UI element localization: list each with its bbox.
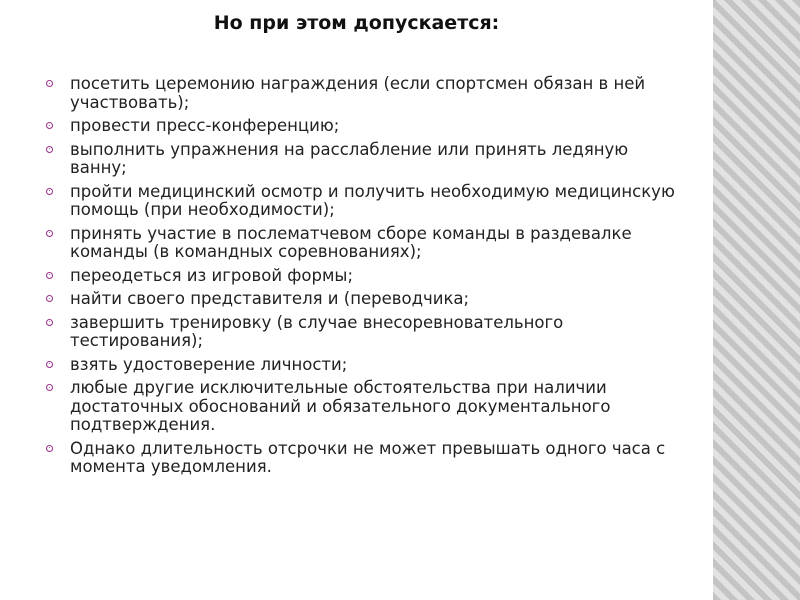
list-item [46, 75, 676, 112]
circle-bullet-icon [46, 319, 53, 326]
list-item-text: переодеться из игровой формы; [70, 265, 353, 285]
list-item [46, 183, 676, 220]
list-item-text: пройти медицинский осмотр и получить необходимую медицинскую помощь (при необходимости); [70, 181, 675, 219]
circle-bullet-icon [46, 80, 53, 87]
list-item [46, 379, 676, 435]
list-item [46, 314, 676, 351]
list-item [46, 117, 676, 136]
list-item [46, 225, 676, 262]
list-item [46, 141, 676, 178]
list-item-text: Однако длительность отсрочки не может превышать одного часа с момента уведомления. [70, 438, 666, 476]
circle-bullet-icon [46, 188, 53, 195]
list-item-text: найти своего представителя и (переводчика; [70, 289, 470, 308]
list-item-text: любые другие исключительные обстоятельства при наличии достаточных обоснований и обязательного документального подтверждения. [70, 378, 611, 434]
list-item-text: выполнить упражнения на расслабление или принять ледяную ванну; [70, 139, 629, 177]
list-item-text: посетить церемонию награждения (если спортсмен обязан в ней участвовать); [70, 74, 646, 112]
list-item [46, 267, 676, 286]
circle-bullet-icon [46, 146, 53, 153]
list-item-text: принять участие в послематчевом сборе команды в раздевалке команды (в командных соревнованиях); [70, 223, 632, 261]
list-item [46, 290, 676, 309]
decorative-stripe-bar [713, 0, 800, 600]
circle-bullet-icon [46, 122, 53, 129]
circle-bullet-icon [46, 295, 53, 302]
circle-bullet-icon [46, 272, 53, 279]
list-item-text: взять удостоверение личности; [70, 354, 348, 374]
circle-bullet-icon [46, 361, 53, 368]
circle-bullet-icon [46, 445, 53, 452]
list-item-text: провести пресс-конференцию; [70, 116, 340, 135]
bullet-list [46, 75, 676, 482]
circle-bullet-icon [46, 384, 53, 391]
list-item [46, 440, 676, 477]
list-item [46, 356, 676, 375]
circle-bullet-icon [46, 230, 53, 237]
slide-title: Но при этом допускается: [213, 12, 500, 34]
list-item-text: завершить тренировку (в случае внесоревновательного тестирования); [70, 312, 564, 350]
